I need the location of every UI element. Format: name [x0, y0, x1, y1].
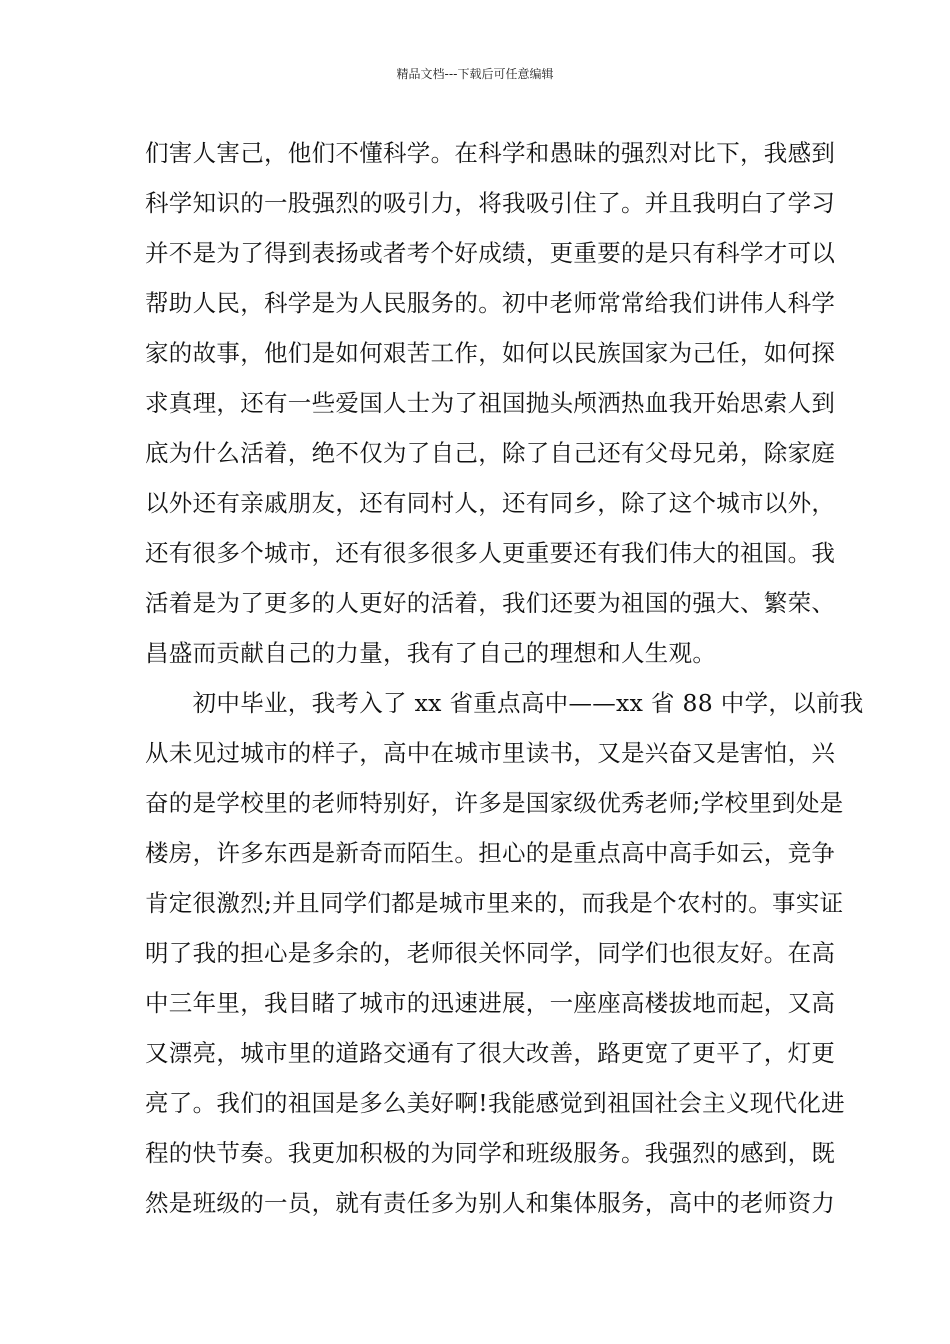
text-line: 活着是为了更多的人更好的活着，我们还要为祖国的强大、繁荣、 [145, 589, 836, 617]
page-header: 精品文档---下载后可任意编辑 [396, 67, 554, 81]
text-line: 肯定很激烈;并且同学们都是城市里来的，而我是个农村的。事实证 [145, 889, 844, 917]
text-line: 又漂亮，城市里的道路交通有了很大改善，路更宽了更平了，灯更 [145, 1039, 836, 1067]
document-body [145, 128, 864, 1228]
text-line: 求真理，还有一些爱国人士为了祖国抛头颅洒热血我开始思索人到 [145, 389, 836, 417]
text-line: 然是班级的一员，就有责任多为别人和集体服务，高中的老师资力 [145, 1189, 836, 1217]
text-line: 科学知识的一股强烈的吸引力，将我吸引住了。并且我明白了学习 [145, 189, 836, 217]
text-line: 昌盛而贡献自己的力量，我有了自己的理想和人生观。 [145, 639, 717, 667]
text-line: 帮助人民，科学是为人民服务的。初中老师常常给我们讲伟人科学 [145, 289, 836, 317]
text-line: 并不是为了得到表扬或者考个好成绩，更重要的是只有科学才可以 [145, 239, 836, 267]
text-line: 中三年里，我目睹了城市的迅速进展，一座座高楼拔地而起，又高 [145, 989, 836, 1017]
text-line: 家的故事，他们是如何艰苦工作，如何以民族国家为己任，如何探 [145, 339, 836, 367]
text-line: 还有很多个城市，还有很多很多人更重要还有我们伟大的祖国。我 [145, 539, 836, 567]
text-line: 奋的是学校里的老师特别好，许多是国家级优秀老师;学校里到处是 [145, 789, 844, 817]
text-line: 们害人害己，他们不懂科学。在科学和愚昧的强烈对比下，我感到 [145, 139, 836, 167]
text-line: 程的快节奏。我更加积极的为同学和班级服务。我强烈的感到，既 [145, 1139, 836, 1167]
text-line: 初中毕业，我考入了 xx 省重点高中——xx 省 88 中学，以前我 [145, 689, 864, 717]
text-line: 从未见过城市的样子，高中在城市里读书，又是兴奋又是害怕，兴 [145, 739, 836, 767]
text-line: 亮了。我们的祖国是多么美好啊!我能感觉到祖国社会主义现代化进 [145, 1089, 845, 1117]
text-line: 底为什么活着，绝不仅为了自己，除了自己还有父母兄弟，除家庭 [145, 439, 836, 467]
text-line: 以外还有亲戚朋友，还有同村人，还有同乡，除了这个城市以外， [145, 489, 836, 517]
text-line: 明了我的担心是多余的，老师很关怀同学，同学们也很友好。在高 [145, 939, 836, 967]
text-line: 楼房，许多东西是新奇而陌生。担心的是重点高中高手如云，竞争 [145, 839, 836, 867]
